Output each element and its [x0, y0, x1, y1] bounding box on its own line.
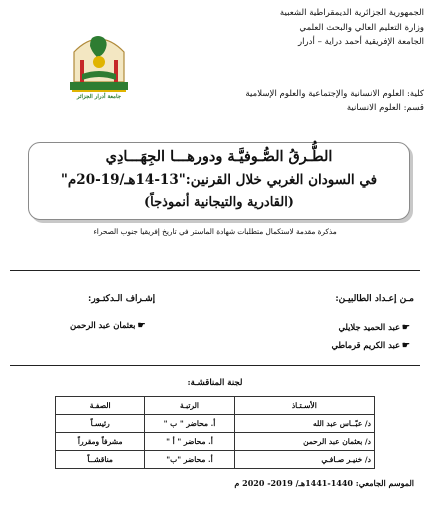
member-rank: أ. محاضر " أ " [145, 433, 234, 451]
logo-caption: جامعة أدرار الجزائر [76, 94, 122, 100]
hand-pointing-icon: ☛ [401, 323, 410, 333]
supervisor-heading: إشـراف الـدكتـور: [88, 294, 156, 304]
member-name: د/ خنيـر صـافـي [234, 451, 374, 469]
ministry-line: وزارة التعليم العالي والبحث العلمي [299, 22, 424, 33]
table-row [56, 433, 375, 451]
students-heading: مـن إعـداد الطالبيـن: [335, 294, 414, 304]
university-logo-icon [68, 24, 130, 104]
title-line-3: (القادرية والتيجانية أنموذجاً) [144, 195, 294, 210]
member-name: د/ بعثمان عبد الرحمن [234, 433, 374, 451]
col-header-role: الصفـة [56, 397, 145, 415]
student-name-2: ☛عبد الكريم قرماطي [331, 340, 410, 351]
university-logo [68, 24, 130, 104]
member-rank: أ. محاضر " ب " [145, 415, 234, 433]
university-line: الجامعة الإفريقية أحمد دراية – أدرار [297, 37, 424, 47]
supervisor-name: ☛بعثمان عبد الرحمن [70, 320, 146, 331]
committee-table [55, 396, 375, 469]
member-rank: أ. محاضر "ب" [145, 451, 234, 469]
member-name: د/ عبّــاس عبد الله [234, 415, 374, 433]
table-row [56, 451, 375, 469]
hand-pointing-icon: ☛ [401, 341, 410, 351]
title-line-2: في السودان الغربي خلال القرنين:"13-14هـ/19-20م" [60, 172, 378, 188]
member-role: مناقشــاً [56, 451, 145, 469]
member-role: رئيسـاً [56, 415, 145, 433]
member-role: مشرفاً ومقرراً [56, 433, 145, 451]
faculty-block [245, 88, 424, 115]
title-line-1: الطُّـرقُ الصُّـوفيَّـة ودورهـــا الجِهَـــادِي [105, 148, 333, 165]
hand-pointing-icon: ☛ [137, 321, 146, 331]
faculty-line: كلية: العلوم الانسانية والإجتماعية والعلوم الإسلامية [245, 89, 424, 99]
thesis-title-box [28, 142, 410, 220]
republic-line: الجمهورية الجزائرية الديمقراطية الشعبية [279, 8, 424, 18]
academic-year: الموسم الجامعي: 1440-1441هـ/ 2019- 2020 م [234, 478, 414, 488]
col-header-rank: الرتبـة [145, 397, 234, 415]
committee-header-row [56, 397, 375, 415]
divider-bottom [10, 365, 420, 366]
department-line: قسم: العلوم الانسانية [346, 102, 424, 113]
thesis-subtitle: مذكرة مقدمة لاستكمال متطلبات شهادة الماستر في تاريخ إفريقيا جنوب الصحراء [93, 227, 337, 236]
col-header-name: الأسـتـاذ [234, 397, 374, 415]
institution-header [124, 6, 424, 50]
divider-top [10, 270, 420, 271]
committee-title: لجنة المناقشـة: [187, 378, 243, 388]
table-row [56, 415, 375, 433]
student-name-1: ☛عبد الحميد جلايلي [338, 322, 410, 333]
